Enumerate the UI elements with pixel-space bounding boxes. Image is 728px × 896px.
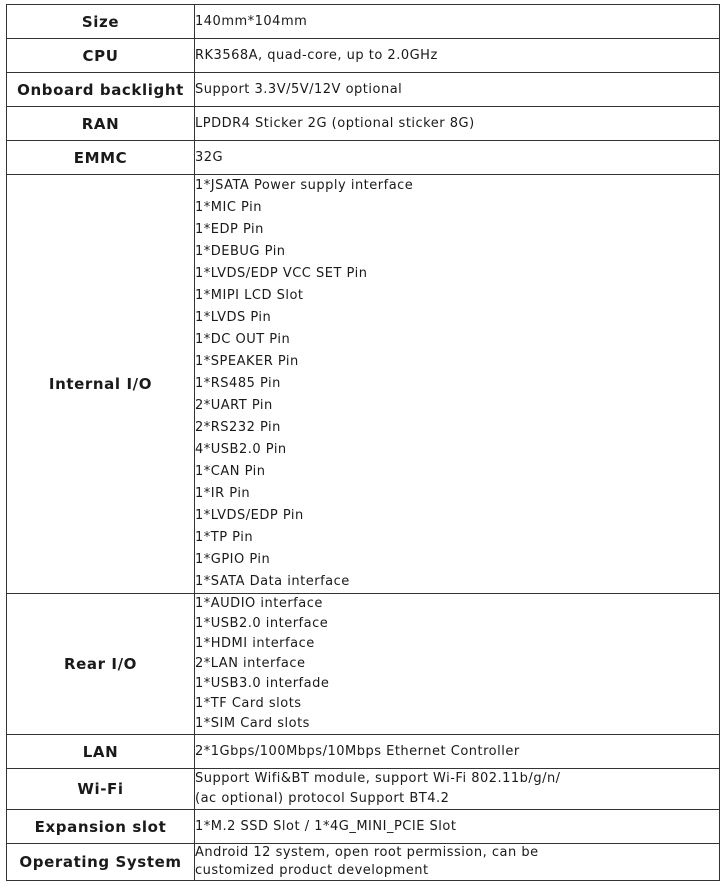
spec-value-line: 1*M.2 SSD Slot / 1*4G_MINI_PCIE Slot (195, 819, 457, 834)
spec-value-line: 1*MIPI LCD Slot (195, 288, 304, 303)
spec-row (7, 107, 720, 141)
spec-value-line: 1*LVDS/EDP Pin (195, 508, 304, 523)
spec-value-line: 1*MIC Pin (195, 200, 262, 215)
spec-value (195, 141, 720, 175)
spec-value-line: 1*DEBUG Pin (195, 244, 286, 259)
spec-value (195, 769, 720, 810)
spec-value-line: 1*TP Pin (195, 530, 254, 545)
spec-value (195, 5, 720, 39)
spec-row (7, 39, 720, 73)
spec-row (7, 175, 720, 594)
spec-value-line: Android 12 system, open root permission, can be (195, 845, 539, 860)
spec-value (195, 810, 720, 844)
spec-label: RAN (7, 107, 195, 141)
spec-row (7, 844, 720, 881)
spec-value-line: Support Wifi&BT module, support Wi-Fi 802.11b/g/n/ (195, 771, 561, 786)
spec-value-line: 1*SATA Data interface (195, 574, 350, 589)
spec-value-line: 2*UART Pin (195, 398, 273, 413)
spec-value-line: (ac optional) protocol Support BT4.2 (195, 791, 450, 806)
spec-label: EMMC (7, 141, 195, 175)
spec-value-line: 2*1Gbps/100Mbps/10Mbps Ethernet Controller (195, 744, 520, 759)
spec-value-line: 1*USB2.0 interface (195, 616, 329, 631)
spec-value-line: 1*SIM Card slots (195, 716, 310, 731)
spec-value (195, 735, 720, 769)
spec-value-line: 4*USB2.0 Pin (195, 442, 287, 457)
spec-value-line: 1*LVDS Pin (195, 310, 272, 325)
spec-value-line: 1*DC OUT Pin (195, 332, 291, 347)
spec-value-line: 1*LVDS/EDP VCC SET Pin (195, 266, 368, 281)
spec-value-line: 1*GPIO Pin (195, 552, 271, 567)
spec-label: Rear I/O (7, 594, 195, 735)
spec-value (195, 175, 720, 594)
spec-label: LAN (7, 735, 195, 769)
spec-value-line: 1*EDP Pin (195, 222, 264, 237)
spec-value (195, 844, 720, 881)
spec-label: Size (7, 5, 195, 39)
spec-value (195, 594, 720, 735)
spec-value-line: 1*HDMI interface (195, 636, 315, 651)
spec-row (7, 735, 720, 769)
spec-label: CPU (7, 39, 195, 73)
spec-row (7, 5, 720, 39)
spec-value-line: 140mm*104mm (195, 14, 308, 29)
spec-value-line: customized product development (195, 863, 429, 878)
spec-row (7, 769, 720, 810)
spec-row (7, 810, 720, 844)
spec-row (7, 73, 720, 107)
spec-value-line: 1*IR Pin (195, 486, 251, 501)
spec-value (195, 73, 720, 107)
spec-value-line: RK3568A, quad-core, up to 2.0GHz (195, 48, 438, 63)
spec-label: Onboard backlight (7, 73, 195, 107)
spec-value-line: 1*JSATA Power supply interface (195, 178, 414, 193)
spec-table (6, 4, 720, 881)
spec-label: Internal I/O (7, 175, 195, 594)
spec-label: Operating System (7, 844, 195, 881)
spec-value (195, 107, 720, 141)
spec-value-line: 1*SPEAKER Pin (195, 354, 299, 369)
spec-table-body (7, 5, 720, 881)
spec-value-line: 1*TF Card slots (195, 696, 302, 711)
spec-value-line: 1*AUDIO interface (195, 596, 323, 611)
spec-label: Wi-Fi (7, 769, 195, 810)
spec-value-line: LPDDR4 Sticker 2G (optional sticker 8G) (195, 116, 475, 131)
spec-value-line: 2*LAN interface (195, 656, 306, 671)
spec-value-line: Support 3.3V/5V/12V optional (195, 82, 403, 97)
spec-row (7, 141, 720, 175)
spec-value (195, 39, 720, 73)
spec-row (7, 594, 720, 735)
spec-value-line: 1*RS485 Pin (195, 376, 281, 391)
spec-label: Expansion slot (7, 810, 195, 844)
spec-value-line: 1*CAN Pin (195, 464, 266, 479)
spec-value-line: 32G (195, 150, 224, 165)
spec-value-line: 1*USB3.0 interfade (195, 676, 330, 691)
spec-value-line: 2*RS232 Pin (195, 420, 281, 435)
